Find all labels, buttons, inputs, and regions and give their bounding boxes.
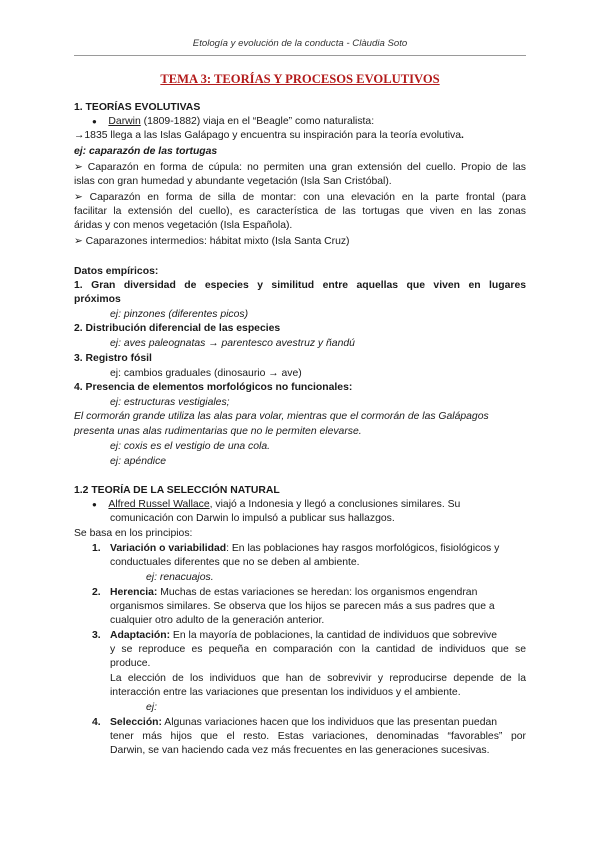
dato-1-example: ej: pinzones (diferentes picos) [110,309,249,320]
example-heading-tortugas: ej: caparazón de las tortugas [74,146,218,157]
principio-4-line3: Darwin, se van haciendo cada vez más frecuentes en las generaciones sucesivas. [110,745,490,756]
principio-4-text: Algunas variaciones hacen que los individuos que las presentan puedan [161,717,498,728]
wallace-line2: comunicación con Darwin lo impulsó a publicar sus hallazgos. [110,513,395,524]
dato-3: 3. Registro fósil [74,353,152,364]
arrow-text: →1835 llega a las Islas Galápago y encuentra su inspiración para la teoría evolutiva [74,130,461,141]
bullet-darwin [92,115,374,129]
principio-1-line2: conductuales diferentes que no se deben al ambiente. [110,557,360,568]
header-divider [74,55,526,56]
principio-3-number: 3. [92,630,101,641]
principio-4-number: 4. [92,717,101,728]
principio-3-example: ej: [146,702,157,713]
dato-3-example: ej: cambios graduales (dinosaurio → ave) [110,368,302,379]
darwin-text: (1809-1882) viaja en el “Beagle” como naturalista: [140,116,375,127]
darwin-name: Darwin [108,116,141,127]
document-title: TEMA 3: TEORÍAS Y PROCESOS EVOLUTIVOS [160,72,440,86]
wallace-text: , viajó a Indonesia y llegó a conclusiones similares. Su [209,499,461,510]
bullet-wallace [92,498,460,512]
principio-3-line5: interacción entre las variaciones que presentan los individuos y el ambiente. [110,687,461,698]
caparazon-cupula-line2: islas con gran humedad y abundante vegetación (Isla San Cristóbal). [74,176,392,187]
wallace-name: Alfred Russel Wallace [108,499,210,510]
dato-2: 2. Distribución diferencial de las especies [74,323,281,334]
principio-2-number: 2. [92,587,101,598]
principio-3-line4: La elección de los individuos que han de sobrevivir y reproducirse depende de la [110,673,526,684]
caparazon-silla-line1: ➢ Caparazón en forma de silla de montar: con una elevación en la parte frontal (para [74,192,526,203]
arrow-end: . [461,130,464,141]
bullet-glyph: ● [92,500,97,509]
principio-4-line1 [110,716,497,730]
page-header: Etología y evolución de la conducta - Clàudia Soto [192,38,408,49]
dato-4-note-line1: El cormorán grande utiliza las alas para volar, mientras que el cormorán de las Galápagos [74,411,489,422]
caparazon-silla-line3: áridas y con menos vegetación (Isla Española). [74,220,293,231]
dato-2-example: ej: aves paleognatas → parentesco avestruz y ñandú [110,338,355,349]
principio-3-line1 [110,629,497,643]
principio-2-line2: organismos similares. Se observa que los hijos se parecen más a sus padres que a [110,601,495,612]
principio-2-line3: cualquier otro adulto de la generación anterior. [110,615,325,626]
section-heading-teorias: 1. TEORÍAS EVOLUTIVAS [74,102,201,113]
principio-1-number: 1. [92,543,101,554]
dato-4-example: ej: estructuras vestigiales; [110,397,230,408]
caparazon-cupula-line1: ➢ Caparazón en forma de cúpula: no permiten una gran extensión del cuello. Propio de las [74,162,526,173]
principio-2-text: Muchas de estas variaciones se heredan: los organismos engendran [157,587,478,598]
principio-3-line3: produce. [110,658,151,669]
datos-heading: Datos empíricos: [74,266,159,277]
principio-3-line2: y se reproduce es pequeña en comparación con la cantidad de individuos que se [110,644,526,655]
section-heading-seleccion: 1.2 TEORÍA DE LA SELECCIÓN NATURAL [74,485,280,496]
principios-intro: Se basa en los principios: [74,528,193,539]
principio-4-line2: tener más hijos que el resto. Estas variaciones, denominadas “favorables” por [110,731,526,742]
principio-1-label: Variación o variabilidad [110,543,227,554]
principio-4-label: Selección: [110,717,162,728]
arrow-line [74,129,464,143]
dato-1-line2: próximos [74,294,121,305]
bullet-glyph: ● [92,117,97,126]
dato-4-example-coxis: ej: coxis es el vestigio de una cola. [110,441,270,452]
principio-1-example: ej: renacuajos. [146,572,214,583]
principio-1-text: : En las poblaciones hay rasgos morfológicos, fisiológicos y [226,543,500,554]
dato-1-line1: 1. Gran diversidad de especies y similitud entre aquellas que viven en lugares [74,280,526,291]
caparazon-intermedio: ➢ Caparazones intermedios: hábitat mixto (Isla Santa Cruz) [74,236,350,247]
dato-4-note-line2: presenta unas alas rudimentarias que no le permiten elevarse. [74,426,362,437]
principio-3-label: Adaptación: [110,630,171,641]
caparazon-silla-line2: facilitar la extensión del cuello), es característica de las tortugas que viven en las zonas [74,206,526,217]
principio-1-line1 [110,542,499,556]
principio-2-label: Herencia: [110,587,158,598]
principio-2-line1 [110,586,477,600]
dato-4: 4. Presencia de elementos morfológicos no funcionales: [74,382,353,393]
principio-3-text: En la mayoría de poblaciones, la cantidad de individuos que sobrevive [170,630,497,641]
dato-4-example-apendice: ej: apéndice [110,456,167,467]
